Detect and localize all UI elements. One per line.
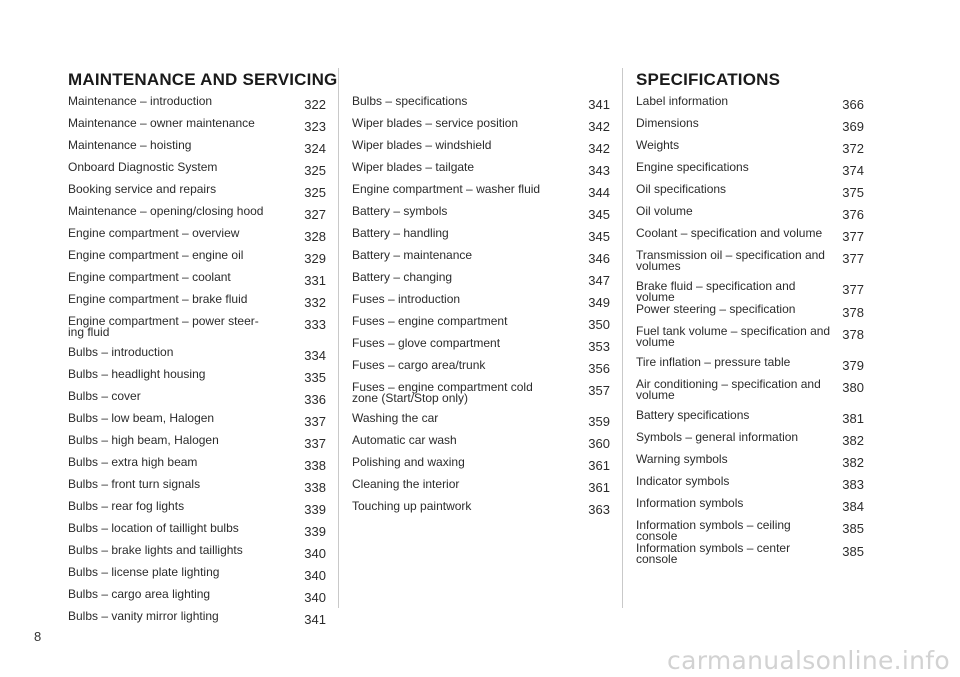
toc-entry-title: Bulbs – license plate lighting [68, 565, 220, 579]
toc-entry-page: 357 [588, 383, 610, 398]
toc-entry[interactable] [68, 162, 326, 184]
toc-entry[interactable] [68, 316, 326, 347]
toc-entry[interactable] [68, 413, 326, 435]
toc-list [636, 96, 864, 566]
toc-entry-page: 329 [304, 251, 326, 266]
toc-entry[interactable] [352, 272, 610, 294]
toc-entry-title: Bulbs – location of taillight bulbs [68, 521, 239, 535]
toc-entry[interactable] [68, 457, 326, 479]
toc-entry-title: Information symbols – center console [636, 541, 791, 566]
column-divider [622, 68, 623, 608]
toc-entry-page: 340 [304, 590, 326, 605]
toc-entry[interactable] [68, 228, 326, 250]
toc-entry-page: 383 [842, 477, 864, 492]
toc-entry-page: 344 [588, 185, 610, 200]
toc-entry-title: Air conditioning – specification and volume [636, 377, 821, 402]
toc-entry-page: 379 [842, 358, 864, 373]
toc-entry[interactable] [636, 410, 864, 432]
toc-entry-page: 377 [842, 251, 864, 266]
toc-entry-page: 323 [304, 119, 326, 134]
toc-entry[interactable] [636, 432, 864, 454]
toc-entry-page: 337 [304, 436, 326, 451]
toc-entry-page: 366 [842, 97, 864, 112]
toc-entry[interactable] [352, 96, 610, 118]
toc-entry-page: 384 [842, 499, 864, 514]
toc-entry-page: 356 [588, 361, 610, 376]
toc-entry-page: 382 [842, 433, 864, 448]
toc-entry-title: Tire inflation – pressure table [636, 355, 791, 369]
toc-entry-title: Wiper blades – service position [352, 116, 519, 130]
toc-entry-page: 328 [304, 229, 326, 244]
toc-entry-page: 337 [304, 414, 326, 429]
toc-entry[interactable] [352, 316, 610, 338]
toc-entry[interactable] [68, 611, 326, 633]
toc-entry-page: 322 [304, 97, 326, 112]
toc-entry[interactable] [352, 457, 610, 479]
toc-entry[interactable] [68, 523, 326, 545]
toc-entry-page: 338 [304, 458, 326, 473]
toc-entry-title: Engine compartment – washer fluid [352, 182, 541, 196]
toc-entry-page: 341 [588, 97, 610, 112]
toc-entry-title: Label information [636, 94, 729, 108]
toc-entry[interactable] [636, 206, 864, 228]
toc-entry-page: 346 [588, 251, 610, 266]
toc-entry-title: Symbols – general information [636, 430, 799, 444]
toc-entry-title: Booking service and repairs [68, 182, 217, 196]
section-heading-empty [352, 70, 610, 92]
toc-entry[interactable] [636, 140, 864, 162]
toc-entry-page: 341 [304, 612, 326, 627]
toc-entry-page: 339 [304, 502, 326, 517]
toc-entry-title: Bulbs – brake lights and taillights [68, 543, 243, 557]
toc-entry-page: 369 [842, 119, 864, 134]
toc-entry-title: Fuses – glove compartment [352, 336, 501, 350]
toc-entry[interactable] [636, 96, 864, 118]
section-heading: SPECIFICATIONS [636, 70, 781, 89]
toc-entry[interactable] [68, 545, 326, 567]
toc-entry[interactable] [352, 228, 610, 250]
toc-entry-title: Fuses – introduction [352, 292, 461, 306]
toc-column-continued [352, 70, 610, 523]
toc-entry-page: 327 [304, 207, 326, 222]
toc-entry-title: Maintenance – introduction [68, 94, 213, 108]
toc-entry-page: 333 [304, 317, 326, 332]
toc-entry-page: 338 [304, 480, 326, 495]
toc-entry-title: Maintenance – owner maintenance [68, 116, 255, 130]
toc-entry-title: Bulbs – introduction [68, 345, 174, 359]
toc-entry-title: Power steering – specification [636, 302, 796, 316]
toc-entry-title: Wiper blades – tailgate [352, 160, 475, 174]
toc-entry[interactable] [352, 338, 610, 360]
toc-entry[interactable] [352, 413, 610, 435]
toc-list [68, 96, 326, 633]
toc-entry[interactable] [68, 391, 326, 413]
toc-entry-page: 377 [842, 282, 864, 297]
toc-entry[interactable] [636, 498, 864, 520]
toc-entry-title: Touching up paintwork [352, 499, 472, 513]
toc-entry-page: 339 [304, 524, 326, 539]
watermark: carmanualsonline.info [667, 646, 950, 675]
toc-entry-page: 372 [842, 141, 864, 156]
toc-entry[interactable] [68, 184, 326, 206]
toc-entry-title: Washing the car [352, 411, 439, 425]
toc-entry[interactable] [68, 347, 326, 369]
toc-entry-title: Maintenance – opening/closing hood [68, 204, 264, 218]
toc-entry[interactable] [68, 140, 326, 162]
toc-entry-page: 376 [842, 207, 864, 222]
toc-entry-title: Transmission oil – specification and volumes [636, 248, 825, 273]
toc-entry-page: 325 [304, 163, 326, 178]
toc-entry-page: 374 [842, 163, 864, 178]
toc-entry-page: 381 [842, 411, 864, 426]
toc-entry-title: Onboard Diagnostic System [68, 160, 218, 174]
toc-entry-title: Dimensions [636, 116, 699, 130]
toc-entry-page: 336 [304, 392, 326, 407]
toc-entry-page: 324 [304, 141, 326, 156]
toc-entry[interactable] [352, 435, 610, 457]
toc-column-specifications [636, 70, 864, 566]
toc-entry-page: 385 [842, 544, 864, 559]
toc-entry-title: Oil volume [636, 204, 693, 218]
toc-entry[interactable] [636, 304, 864, 326]
toc-entry[interactable] [636, 281, 864, 304]
toc-entry[interactable] [352, 479, 610, 501]
toc-entry-title: Battery specifications [636, 408, 750, 422]
toc-entry-title: Information symbols – ceiling console [636, 518, 791, 543]
toc-entry[interactable] [352, 360, 610, 382]
toc-entry[interactable] [68, 501, 326, 523]
toc-entry[interactable] [352, 294, 610, 316]
toc-entry[interactable] [352, 184, 610, 206]
section-heading: MAINTENANCE AND SERVICING [68, 70, 338, 89]
toc-entry-title: Warning symbols [636, 452, 728, 466]
toc-entry[interactable] [352, 382, 610, 413]
toc-entry[interactable] [68, 294, 326, 316]
toc-entry[interactable] [68, 96, 326, 118]
toc-entry-page: 345 [588, 229, 610, 244]
toc-entry-title: Engine specifications [636, 160, 749, 174]
toc-entry[interactable] [636, 162, 864, 184]
toc-entry-page: 332 [304, 295, 326, 310]
toc-entry-page: 345 [588, 207, 610, 222]
toc-entry-title: Indicator symbols [636, 474, 730, 488]
toc-entry-page: 385 [842, 521, 864, 536]
toc-entry[interactable] [352, 118, 610, 140]
toc-entry-page: 360 [588, 436, 610, 451]
toc-entry[interactable] [636, 118, 864, 140]
toc-entry-page: 334 [304, 348, 326, 363]
toc-entry-page: 350 [588, 317, 610, 332]
toc-entry-page: 340 [304, 568, 326, 583]
toc-entry[interactable] [636, 357, 864, 379]
toc-entry-page: 378 [842, 327, 864, 342]
toc-entry-title: Fuel tank volume – specification and volume [636, 324, 831, 349]
toc-entry[interactable] [68, 589, 326, 611]
toc-entry[interactable] [68, 435, 326, 457]
toc-entry-title: Engine compartment – power steer- ing fluid [68, 314, 259, 339]
toc-entry-page: 349 [588, 295, 610, 310]
toc-entry-title: Engine compartment – brake fluid [68, 292, 248, 306]
toc-entry[interactable] [68, 118, 326, 140]
toc-entry-page: 380 [842, 380, 864, 395]
toc-entry-page: 325 [304, 185, 326, 200]
toc-entry-title: Fuses – cargo area/trunk [352, 358, 486, 372]
toc-entry-title: Bulbs – headlight housing [68, 367, 206, 381]
toc-entry-title: Bulbs – rear fog lights [68, 499, 185, 513]
toc-entry-page: 347 [588, 273, 610, 288]
toc-entry-title: Fuses – engine compartment [352, 314, 508, 328]
toc-entry[interactable] [352, 501, 610, 523]
toc-entry-page: 375 [842, 185, 864, 200]
toc-entry-title: Bulbs – high beam, Halogen [68, 433, 219, 447]
toc-entry-title: Bulbs – cargo area lighting [68, 587, 211, 601]
toc-entry-title: Maintenance – hoisting [68, 138, 192, 152]
toc-entry-title: Bulbs – vanity mirror lighting [68, 609, 219, 623]
toc-entry-title: Wiper blades – windshield [352, 138, 492, 152]
toc-column-maintenance [68, 70, 338, 633]
toc-entry[interactable] [636, 250, 864, 281]
toc-entry-title: Battery – handling [352, 226, 449, 240]
toc-entry-title: Automatic car wash [352, 433, 457, 447]
toc-entry-page: 335 [304, 370, 326, 385]
toc-entry[interactable] [636, 520, 864, 543]
toc-entry-title: Fuses – engine compartment cold zone (Start/Stop only) [352, 380, 533, 405]
toc-entry[interactable] [352, 162, 610, 184]
toc-entry[interactable] [68, 250, 326, 272]
toc-entry-title: Weights [636, 138, 680, 152]
toc-entry-page: 361 [588, 458, 610, 473]
toc-entry-page: 377 [842, 229, 864, 244]
toc-entry[interactable] [352, 250, 610, 272]
toc-entry[interactable] [636, 184, 864, 206]
toc-entry-page: 340 [304, 546, 326, 561]
toc-entry-page: 359 [588, 414, 610, 429]
toc-entry-title: Polishing and waxing [352, 455, 465, 469]
toc-entry-title: Engine compartment – overview [68, 226, 240, 240]
toc-entry-title: Cleaning the interior [352, 477, 460, 491]
toc-entry-page: 331 [304, 273, 326, 288]
toc-entry-title: Engine compartment – coolant [68, 270, 231, 284]
toc-entry-title: Information symbols [636, 496, 744, 510]
toc-entry-title: Battery – changing [352, 270, 453, 284]
toc-entry-title: Brake fluid – specification and volume [636, 279, 796, 304]
toc-entry[interactable] [636, 543, 864, 566]
page-number: 8 [34, 629, 42, 644]
toc-entry-title: Bulbs – specifications [352, 94, 468, 108]
toc-entry[interactable] [636, 379, 864, 410]
toc-entry[interactable] [68, 272, 326, 294]
column-divider [338, 68, 339, 608]
toc-entry-page: 363 [588, 502, 610, 517]
toc-entry-page: 382 [842, 455, 864, 470]
toc-entry[interactable] [636, 326, 864, 357]
toc-entry[interactable] [68, 206, 326, 228]
toc-entry[interactable] [352, 140, 610, 162]
toc-entry[interactable] [68, 369, 326, 391]
toc-entry-title: Bulbs – cover [68, 389, 141, 403]
toc-entry-title: Coolant – specification and volume [636, 226, 823, 240]
toc-entry[interactable] [352, 206, 610, 228]
toc-entry-page: 342 [588, 119, 610, 134]
toc-entry-page: 378 [842, 305, 864, 320]
toc-entry-page: 361 [588, 480, 610, 495]
toc-entry[interactable] [68, 567, 326, 589]
toc-entry[interactable] [636, 476, 864, 498]
toc-entry-title: Engine compartment – engine oil [68, 248, 244, 262]
toc-entry[interactable] [68, 479, 326, 501]
toc-entry-page: 342 [588, 141, 610, 156]
toc-entry-title: Bulbs – front turn signals [68, 477, 201, 491]
toc-entry-title: Bulbs – low beam, Halogen [68, 411, 215, 425]
toc-entry-page: 343 [588, 163, 610, 178]
toc-entry-title: Bulbs – extra high beam [68, 455, 198, 469]
toc-entry-page: 353 [588, 339, 610, 354]
toc-entry[interactable] [636, 454, 864, 476]
toc-entry[interactable] [636, 228, 864, 250]
toc-list [352, 96, 610, 523]
toc-entry-title: Battery – symbols [352, 204, 448, 218]
toc-entry-title: Oil specifications [636, 182, 727, 196]
toc-entry-title: Battery – maintenance [352, 248, 473, 262]
